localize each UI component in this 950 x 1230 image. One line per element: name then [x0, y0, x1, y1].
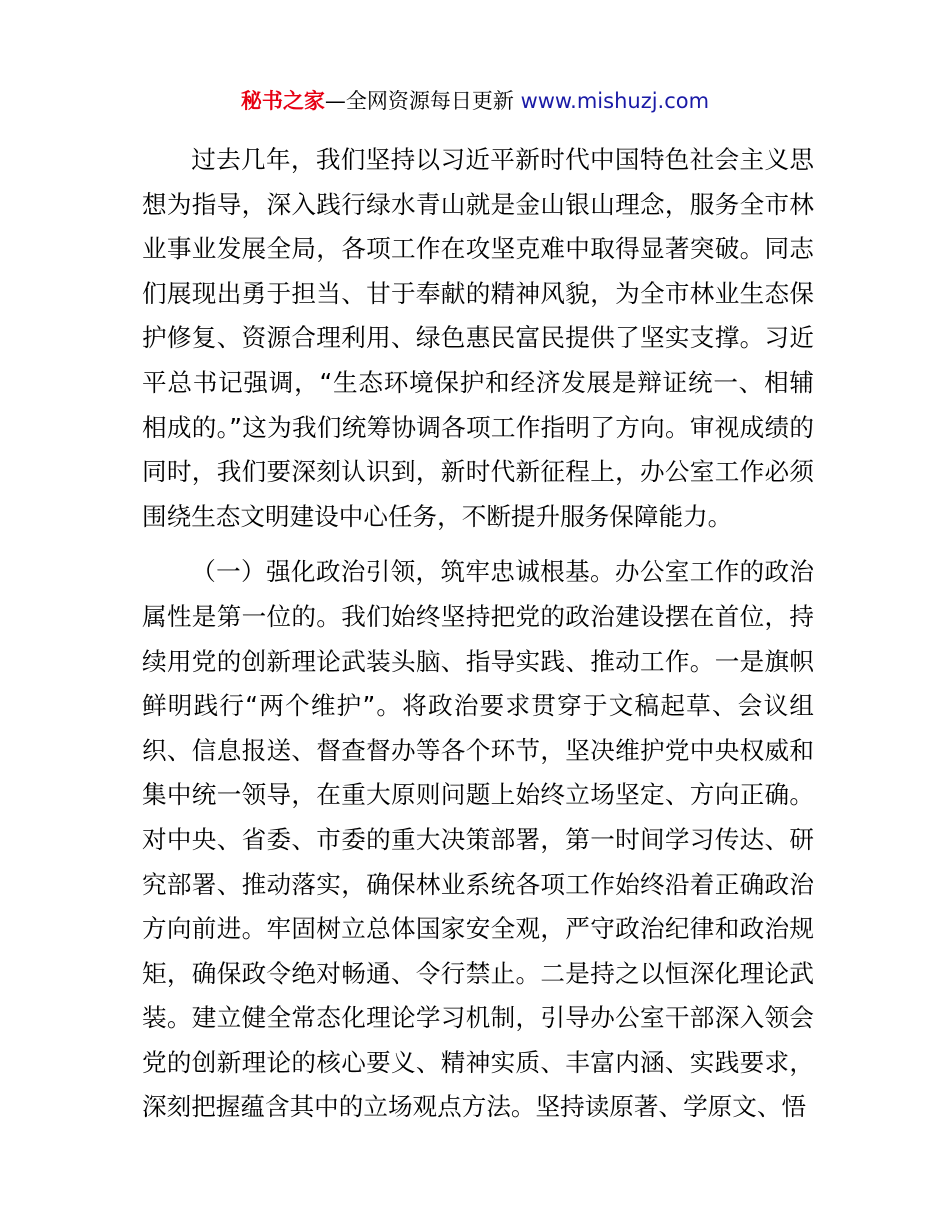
document-body — [142, 138, 814, 1130]
paragraph-intro: 过去几年，我们坚持以习近平新时代中国特色社会主义思想为指导，深入践行绿水青山就是金山银山理念，服务全市林业事业发展全局，各项工作在攻坚克难中取得显著突破。同志们展现出勇于担当、甘于奉献的精神风貌，为全市林业生态保护修复、资源合理利用、绿色惠民富民提供了坚实支撑。习近平总书记强调，“生态环境保护和经济发展是辩证统一、相辅相成的。”这为我们统筹协调各项工作指明了方向。审视成绩的同时，我们要深刻认识到，新时代新征程上，办公室工作必须围绕生态文明建设中心任务，不断提升服务保障能力。 — [142, 145, 814, 531]
site-url-link[interactable]: www.mishuzj.com — [520, 89, 710, 113]
header-tagline: —全网资源每日更新 — [324, 89, 521, 113]
paragraph-section-one: （一）强化政治引领，筑牢忠诚根基。办公室工作的政治属性是第一位的。我们始终坚持把党的政治建设摆在首位，持续用党的创新理论武装头脑、指导实践、推动工作。一是旗帜鲜明践行“两个维护”。将政治要求贯穿于文稿起草、会议组织、信息报送、督查督办等各个环节，坚决维护党中央权威和集中统一领导，在重大原则问题上始终立场坚定、方向正确。对中央、省委、市委的重大决策部署，第一时间学习传达、研究部署、推动落实，确保林业系统各项工作始终沿着正确政治方向前进。牢固树立总体国家安全观，严守政治纪律和政治规矩，确保政令绝对畅通、令行禁止。二是持之以恒深化理论武装。建立健全常态化理论学习机制，引导办公室干部深入领会党的创新理论的核心要义、精神实质、丰富内涵、实践要求，深刻把握蕴含其中的立场观点方法。坚持读原著、学原文、悟 — [142, 557, 814, 1122]
page-header — [0, 86, 950, 116]
brand-name: 秘书之家 — [240, 89, 325, 113]
